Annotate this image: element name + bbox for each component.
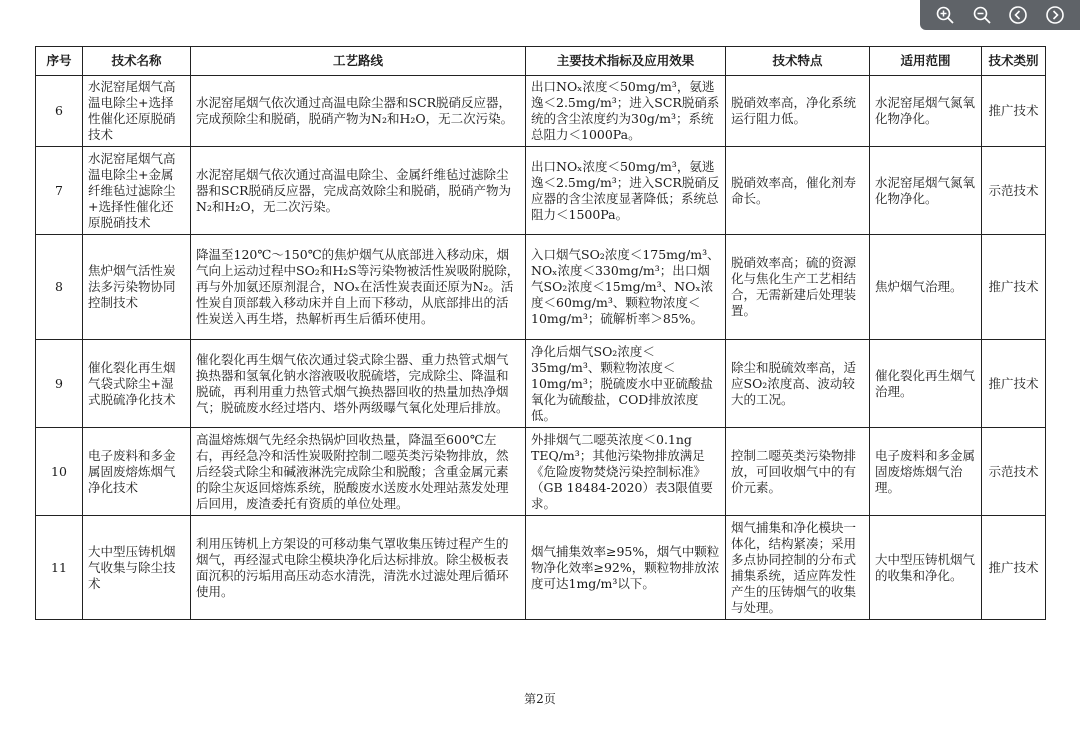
process-route: 催化裂化再生烟气依次通过袋式除尘器、重力热管式烟气换热器和氢氧化钠水溶液吸收脱硫塔，完成除尘、降温和脱硫，再利用重力热管式烟气换热器回收的热量加热净烟气；脱硫废水经过塔内、塔外两级曝气氧化处理后排放。: [191, 340, 526, 428]
category: 示范技术: [982, 428, 1046, 516]
process-route: 水泥窑尾烟气依次通过高温电除尘器和SCR脱硝反应器，完成预除尘和脱硝，脱硝产物为N₂和H₂O，无二次污染。: [191, 76, 526, 147]
header-scope: 适用范围: [870, 47, 982, 76]
table-row: [36, 235, 1046, 340]
scope: 水泥窑尾烟气氮氧化物净化。: [870, 76, 982, 147]
row-number: 9: [36, 340, 83, 428]
process-route: 降温至120℃～150℃的焦炉烟气从底部进入移动床，烟气向上运动过程中SO₂和H₂S等污染物被活性炭吸附脱除，再与外加氨还原剂混合，NOₓ在活性炭表面还原为N₂。活性炭自顶部载入移动床并自上而下移动，从底部排出的活性炭送入再生塔，热解析再生后循环使用。: [191, 235, 526, 340]
header-features: 技术特点: [726, 47, 870, 76]
zoom-in-icon: [935, 5, 955, 25]
indicators: 外排烟气二噁英浓度＜0.1ng TEQ/m³；其他污染物排放满足《危险废物焚烧污染控制标准》（GB 18484-2020）表3限值要求。: [526, 428, 726, 516]
tech-name: 水泥窑尾烟气高温电除尘+金属纤维毡过滤除尘+选择性催化还原脱硝技术: [83, 147, 191, 235]
indicators: 净化后烟气SO₂浓度＜35mg/m³、颗粒物浓度＜10mg/m³；脱硫废水中亚硫酸盐氧化为硫酸盐，COD排放浓度低。: [526, 340, 726, 428]
row-number: 7: [36, 147, 83, 235]
category: 推广技术: [982, 76, 1046, 147]
indicators: 出口NOₓ浓度＜50mg/m³，氨逃逸＜2.5mg/m³；进入SCR脱硝反应器的含尘浓度显著降低；系统总阻力＜1500Pa。: [526, 147, 726, 235]
row-number: 11: [36, 516, 83, 620]
header-indicators: 主要技术指标及应用效果: [526, 47, 726, 76]
technology-table: [35, 46, 1046, 620]
viewer-toolbar: [920, 0, 1080, 30]
table-row: [36, 147, 1046, 235]
category: 推广技术: [982, 516, 1046, 620]
features: 控制二噁英类污染物排放，可回收烟气中的有价元素。: [726, 428, 870, 516]
category: 示范技术: [982, 147, 1046, 235]
previous-button[interactable]: [1007, 4, 1029, 26]
category: 推广技术: [982, 235, 1046, 340]
row-number: 8: [36, 235, 83, 340]
header-number: 序号: [36, 47, 83, 76]
scope: 催化裂化再生烟气治理。: [870, 340, 982, 428]
previous-icon: [1008, 5, 1028, 25]
next-icon: [1045, 5, 1065, 25]
features: 脱硝效率高，净化系统运行阻力低。: [726, 76, 870, 147]
scope: 电子废料和多金属固废熔炼烟气治理。: [870, 428, 982, 516]
zoom-out-icon: [972, 5, 992, 25]
table-header-row: [36, 47, 1046, 76]
features: 脱硝效率高；硫的资源化与焦化生产工艺相结合，无需新建后处理装置。: [726, 235, 870, 340]
process-route: 水泥窑尾烟气依次通过高温电除尘、金属纤维毡过滤除尘器和SCR脱硝反应器，完成高效除尘和脱硝，脱硝产物为N₂和H₂O，无二次污染。: [191, 147, 526, 235]
table-row: [36, 76, 1046, 147]
indicators: 入口烟气SO₂浓度＜175mg/m³、NOₓ浓度＜330mg/m³；出口烟气SO₂浓度＜15mg/m³、NOₓ浓度＜60mg/m³、颗粒物浓度＜10mg/m³；硫解析率＞85%。: [526, 235, 726, 340]
tech-name: 大中型压铸机烟气收集与除尘技术: [83, 516, 191, 620]
page-number: 第2页: [524, 692, 556, 706]
row-number: 10: [36, 428, 83, 516]
row-number: 6: [36, 76, 83, 147]
process-route: 高温熔炼烟气先经余热锅炉回收热量，降温至600℃左右，再经急冷和活性炭吸附控制二噁英类污染物排放，然后经袋式除尘和碱液淋洗完成除尘和脱酸；含重金属元素的除尘灰返回熔炼系统，脱酸废水送废水处理站蒸发处理后回用，废渣委托有资质的单位处理。: [191, 428, 526, 516]
scope: 焦炉烟气治理。: [870, 235, 982, 340]
scope: 水泥窑尾烟气氮氧化物净化。: [870, 147, 982, 235]
tech-name: 催化裂化再生烟气袋式除尘+湿式脱硫净化技术: [83, 340, 191, 428]
scope: 大中型压铸机烟气的收集和净化。: [870, 516, 982, 620]
category: 推广技术: [982, 340, 1046, 428]
indicators: 出口NOₓ浓度＜50mg/m³，氨逃逸＜2.5mg/m³；进入SCR脱硝系统的含尘浓度约为30g/m³；系统总阻力＜1000Pa。: [526, 76, 726, 147]
tech-name: 焦炉烟气活性炭法多污染物协同控制技术: [83, 235, 191, 340]
table-row: [36, 340, 1046, 428]
tech-name: 电子废料和多金属固废熔炼烟气净化技术: [83, 428, 191, 516]
header-category: 技术类别: [982, 47, 1046, 76]
features: 除尘和脱硫效率高，适应SO₂浓度高、波动较大的工况。: [726, 340, 870, 428]
process-route: 利用压铸机上方架设的可移动集气罩收集压铸过程产生的烟气，再经湿式电除尘模块净化后达标排放。除尘极板表面沉积的污垢用高压动态水清洗，清洗水过滤处理后循环使用。: [191, 516, 526, 620]
tech-name: 水泥窑尾烟气高温电除尘+选择性催化还原脱硝技术: [83, 76, 191, 147]
table-row: [36, 516, 1046, 620]
features: 烟气捕集和净化模块一体化，结构紧凑；采用多点协同控制的分布式捕集系统，适应阵发性产生的压铸烟气的收集与处理。: [726, 516, 870, 620]
zoom-out-button[interactable]: [971, 4, 993, 26]
next-button[interactable]: [1044, 4, 1066, 26]
features: 脱硝效率高，催化剂寿命长。: [726, 147, 870, 235]
header-process-route: 工艺路线: [191, 47, 526, 76]
header-tech-name: 技术名称: [83, 47, 191, 76]
zoom-in-button[interactable]: [934, 4, 956, 26]
table-row: [36, 428, 1046, 516]
indicators: 烟气捕集效率≥95%，烟气中颗粒物净化效率≥92%，颗粒物排放浓度可达1mg/m³以下。: [526, 516, 726, 620]
